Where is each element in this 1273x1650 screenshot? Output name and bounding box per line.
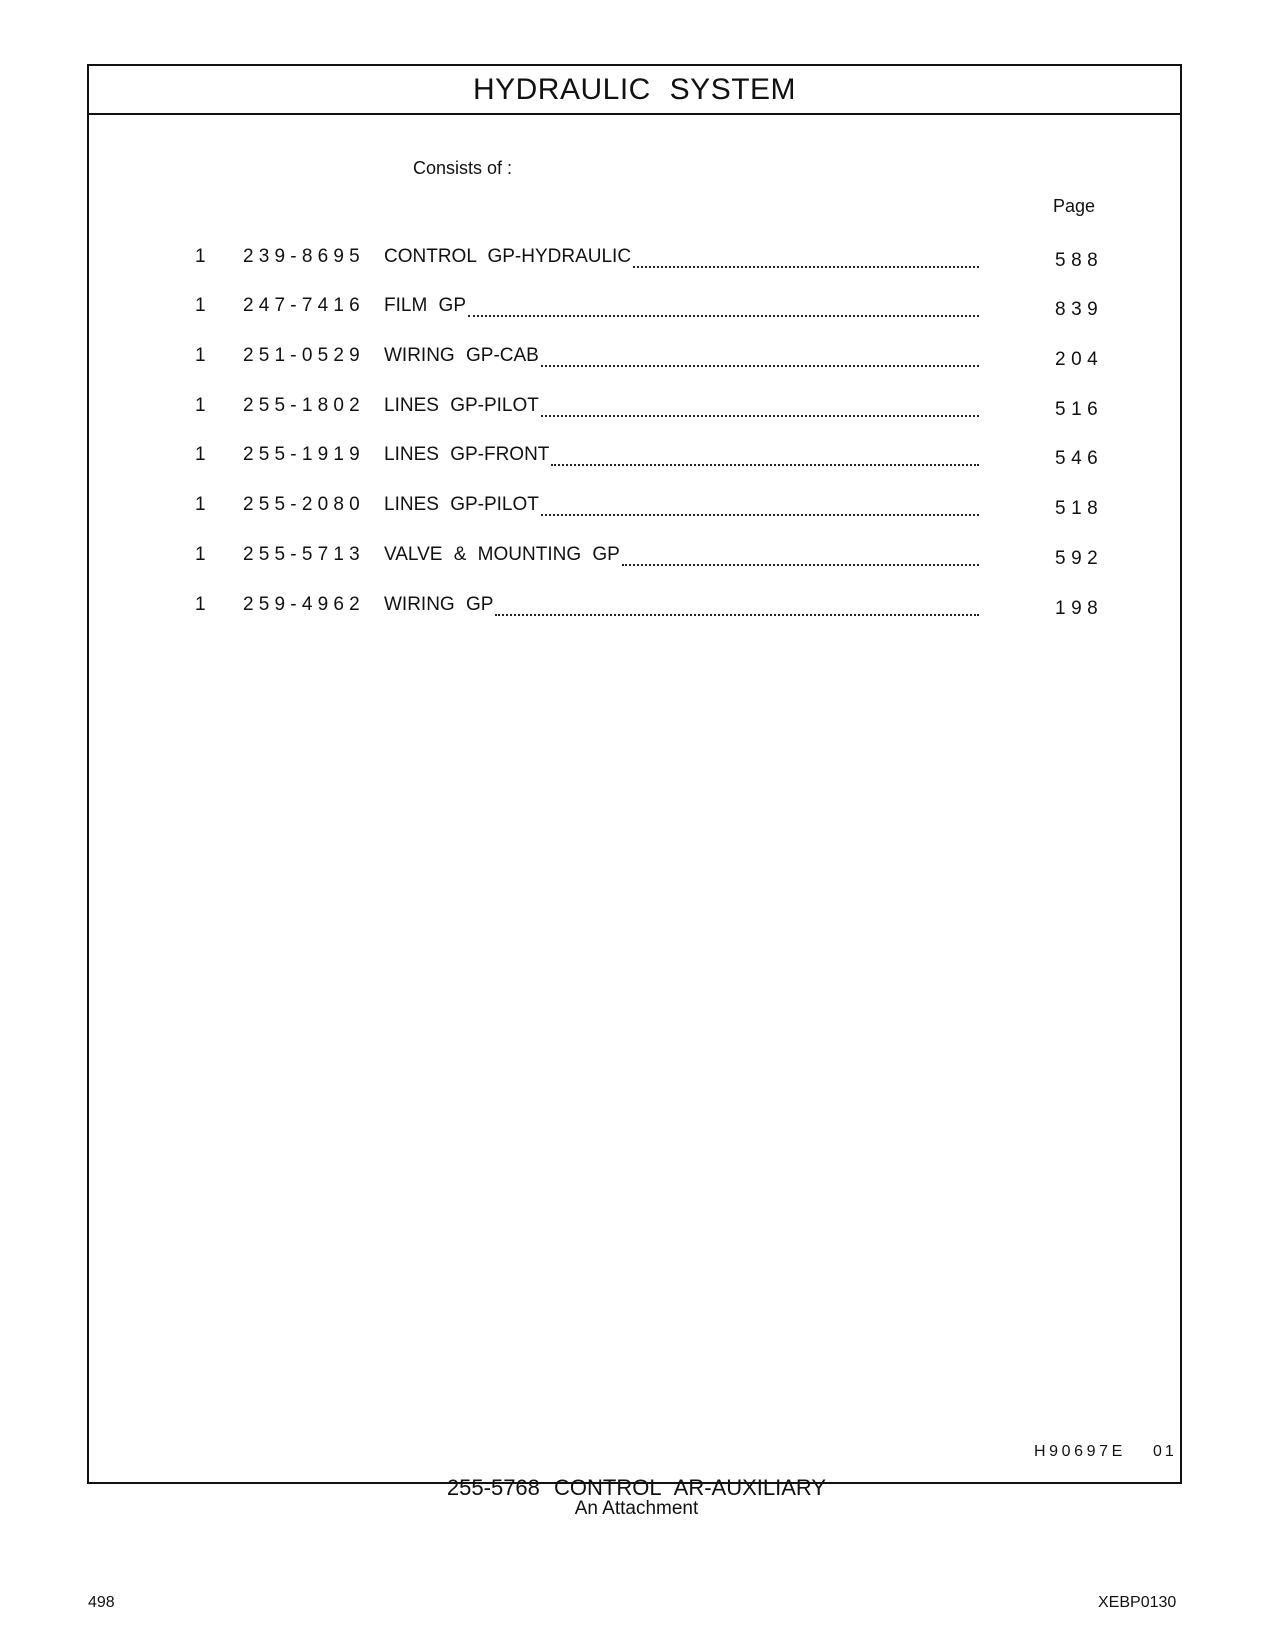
description-line: [384, 594, 979, 622]
list-item: [89, 494, 1180, 522]
page-title: HYDRAULIC SYSTEM: [472, 73, 797, 106]
content-frame: [87, 64, 1182, 1484]
part-description: VALVE & MOUNTING GP: [384, 544, 620, 565]
dot-leader: [495, 594, 979, 616]
page-reference: 546: [1055, 448, 1104, 469]
list-item: [89, 246, 1180, 274]
part-number: 255-1919: [243, 444, 365, 465]
part-description: WIRING GP: [384, 594, 494, 615]
description-line: [384, 444, 979, 472]
description-line: [384, 395, 979, 423]
part-description: CONTROL GP-HYDRAULIC: [384, 246, 632, 267]
page-reference: 588: [1055, 250, 1104, 271]
list-item: [89, 594, 1180, 622]
page-column-header: Page: [1053, 196, 1096, 216]
page-reference: 204: [1055, 349, 1104, 370]
dot-leader: [541, 345, 979, 367]
page-reference: 518: [1055, 498, 1104, 519]
group-title: 255-5768 CONTROL AR-AUXILIARY: [446, 1475, 827, 1500]
quantity: 1: [195, 544, 206, 565]
description-line: [384, 295, 979, 323]
dot-leader: [468, 295, 979, 317]
description-line: [384, 246, 979, 274]
part-number: 255-5713: [243, 544, 365, 565]
illustration-code: H90697E: [1034, 1443, 1126, 1460]
dot-leader: [622, 544, 979, 566]
quantity: 1: [195, 345, 206, 366]
page-reference: 839: [1055, 299, 1104, 320]
part-description: LINES GP-PILOT: [384, 494, 539, 515]
title-bar: [89, 66, 1180, 115]
page-number: 498: [88, 1594, 115, 1611]
dot-leader: [551, 444, 979, 466]
part-number: 247-7416: [243, 295, 365, 316]
part-number: 251-0529: [243, 345, 365, 366]
quantity: 1: [195, 494, 206, 515]
part-description: FILM GP: [384, 295, 467, 316]
page-reference: 516: [1055, 399, 1104, 420]
consists-of-label: Consists of :: [413, 158, 513, 178]
part-description: LINES GP-FRONT: [384, 444, 550, 465]
dot-leader: [541, 395, 979, 417]
part-number: 255-2080: [243, 494, 365, 515]
description-line: [384, 494, 979, 522]
description-line: [384, 544, 979, 572]
part-number: 239-8695: [243, 246, 365, 267]
list-item: [89, 444, 1180, 472]
quantity: 1: [195, 444, 206, 465]
description-line: [384, 345, 979, 373]
part-description: WIRING GP-CAB: [384, 345, 539, 366]
dot-leader: [541, 494, 979, 516]
quantity: 1: [195, 246, 206, 267]
part-description: LINES GP-PILOT: [384, 395, 539, 416]
quantity: 1: [195, 295, 206, 316]
page-reference: 592: [1055, 548, 1104, 569]
part-number: 259-4962: [243, 594, 365, 615]
page-reference: 198: [1055, 598, 1104, 619]
list-item: [89, 544, 1180, 572]
illustration-revision: 01: [1153, 1443, 1177, 1460]
quantity: 1: [195, 594, 206, 615]
quantity: 1: [195, 395, 206, 416]
group-subtitle: An Attachment: [574, 1498, 699, 1519]
list-item: [89, 395, 1180, 423]
list-item: [89, 345, 1180, 373]
dot-leader: [633, 246, 979, 268]
document-id: XEBP0130: [1098, 1594, 1177, 1611]
part-number: 255-1802: [243, 395, 365, 416]
list-item: [89, 295, 1180, 323]
